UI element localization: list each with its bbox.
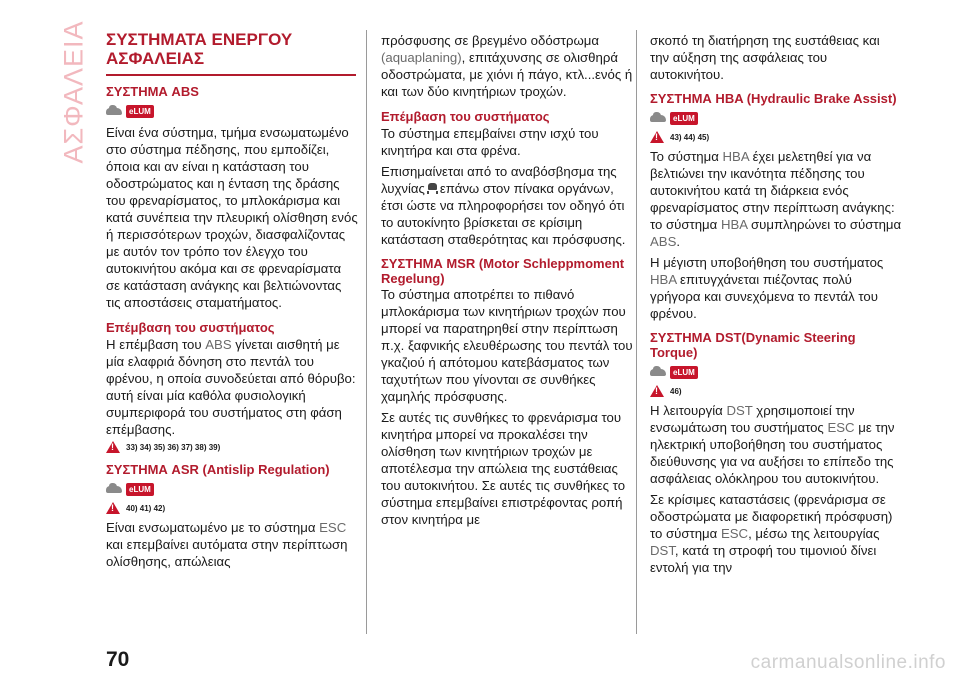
column-divider-1 [366,30,367,634]
column-3 [650,32,902,576]
dst-description-2: Σε κρίσιμες καταστάσεις (φρενάρισμα σε οδοστρώματα με διαφορετική πρόσφυση) το σύστημα ESC, μέσω της λειτουργίας DST, κατά τη στροφή του τιμονιού δίνει εντολή για την [650,492,893,575]
warning-icon [650,131,664,143]
abs-heading: ΣΥΣΤΗΜΑ ABS [106,84,199,99]
elum-badge: eLUM [670,366,698,379]
elum-badge: eLUM [670,112,698,125]
abs-description: Είναι ένα σύστημα, τμήμα ενσωματωμένο στο σύστημα πέδησης, που εμποδίζει, όποια και αν είναι η κατάσταση του οδοστρώματος και η ένταση της δράσης του φρεναρίσματος, το μπλοκάρισμα και κατά συνέπεια την πλευρική ολίσθηση ενός ή περισσότερων τροχών, διασφαλίζοντας με αυτόν τον τρόπο τον έλεγχο του αυτοκινήτου ακόμα και σε φρεναρίσματα σε κατάσταση ανάγκης και βελτιώνοντας τις αποστάσεις σταματήματος. [106,125,358,310]
abs-intervention-heading: Επέμβαση του συστήματος [106,320,275,335]
abs-availability-icons [106,102,358,120]
asr-intervention-heading: Επέμβαση του συστήματος [381,109,550,124]
dst-heading: ΣΥΣΤΗΜΑ DST(Dynamic Steering Torque) [650,330,856,360]
car-icon [650,112,666,124]
msr-description-cont: σκοπό τη διατήρηση της ευστάθειας και την αύξηση της ασφάλειας του αυτοκινήτου. [650,33,880,82]
column-1 [106,30,358,570]
hba-description-2: Η μέγιστη υποβοήθηση του συστήματος HBA επιτυγχάνεται πιέζοντας πολύ γρήγορα και συνεχόμενα το πεντάλ του φρένου. [650,255,884,321]
hba-description-1: Το σύστημα HBA έχει μελετηθεί για να βελτιώνει την ικανότητα πέδησης του αυτοκινήτου κατά τη διάρκεια ενός φρεναρίσματος στην περίπτωση ανάγκης: το σύστημα HBA συμπληρώνει το σύστημα ABS. [650,149,902,249]
abs-warning-refs: ! 33) 34) 35) 36) 37) 38) 39) [106,441,358,453]
watermark: carmanualsonline.info [750,652,946,673]
page-number: 70 [106,648,130,671]
msr-description-2: Σε αυτές τις συνθήκες το φρενάρισμα του κινητήρα μπορεί να προκαλέσει την ολίσθηση των κινητήριων τροχών με αποτέλεσμα την απώλεια της ευστάθειας του αυτοκινήτου. Σε αυτές τις συνθήκες το σύστημα επεμβαίνει επιστρέφοντας ροπή στον κινητήρα με [381,410,626,527]
msr-heading: ΣΥΣΤΗΜΑ MSR (Motor Schleppmoment Regelung) [381,256,625,286]
warning-icon [106,502,120,514]
dst-warning-refs: ! 46) [650,385,902,397]
dst-availability-icons [650,363,902,381]
car-icon [106,105,122,117]
hba-availability-icons [650,109,902,127]
asr-availability-icons [106,480,358,498]
hba-heading: ΣΥΣΤΗΜΑ HBA (Hydraulic Brake Assist) [650,91,897,106]
warning-icon [650,385,664,397]
asr-description: Είναι ενσωματωμένο με το σύστημα ESC και επεμβαίνει αυτόματα στην περίπτωση ολίσθησης, απώλειας [106,520,348,569]
warning-icon [106,441,120,453]
column-2 [381,32,633,528]
asr-heading: ΣΥΣΤΗΜΑ ASR (Antislip Regulation) [106,462,330,477]
asr-warning-lamp-text: Επισημαίνεται από το αναβόσβησμα της λυχνίας επάνω στον πίνακα οργάνων, έτσι ώστε να πληροφορήσει τον οδηγό ότι το αυτοκίνητο βρίσκεται σε κρίσιμη κατάσταση σταθερότητας και πρόσφυσης. [381,164,626,247]
dst-description-1: Η λειτουργία DST χρησιμοποιεί την ενσωμάτωση του συστήματος ESC με την ηλεκτρική υποβοήθηση του συστήματος διεύθυνσης για να αυξήσει το επίπεδο της ασφάλειας ολόκληρου του αυτοκινήτου. [650,403,895,486]
page-title: ΣΥΣΤΗΜΑΤΑ ΕΝΕΡΓΟΥ ΑΣΦΑΛΕΙΑΣ [106,30,356,76]
car-icon [106,483,122,495]
column-divider-2 [636,30,637,634]
asr-warning-refs: ! 40) 41) 42) [106,502,358,514]
abs-intervention-text: Η επέμβαση του ABS γίνεται αισθητή με μία ελαφριά δόνηση στο πεντάλ του φρένου, η οποία συνοδεύεται από θόρυβο: αυτή είναι μία καθόλα φυσιολογική συμπεριφορά του συστήματος στη φάση επέμβασης. [106,337,356,437]
hba-warning-refs: ! 43) 44) 45) [650,131,902,143]
msr-description-1: Το σύστημα αποτρέπει το πιθανό μπλοκάρισμα των κινητήριων τροχών που μπορεί να παρατηρηθεί στην περίπτωση π.χ. ξαφνικής ελευθέρωσης του πεντάλ του γκαζιού ή απότομου κατεβάσματος των ταχυτήτων που γίνονται σε συνθήκες χαμηλής πρόσφυσης. [381,287,633,404]
esc-warning-lamp-icon [427,183,438,195]
elum-badge: eLUM [126,483,154,496]
asr-description-cont: πρόσφυσης σε βρεγμένο οδόστρωμα (aquaplaning), επιτάχυνσης σε ολισθηρά οδοστρώματα, με χιόνι ή πάγο, κτλ...ενός ή και των δύο κινητήριων τροχών. [381,33,633,99]
sidebar-section-title: ΑΣΦΑΛΕΙΑ [58,20,89,164]
car-icon [650,366,666,378]
asr-intervention-text: Το σύστημα επεμβαίνει στην ισχύ του κινητήρα και στα φρένα. [381,126,599,158]
elum-badge: eLUM [126,105,154,118]
